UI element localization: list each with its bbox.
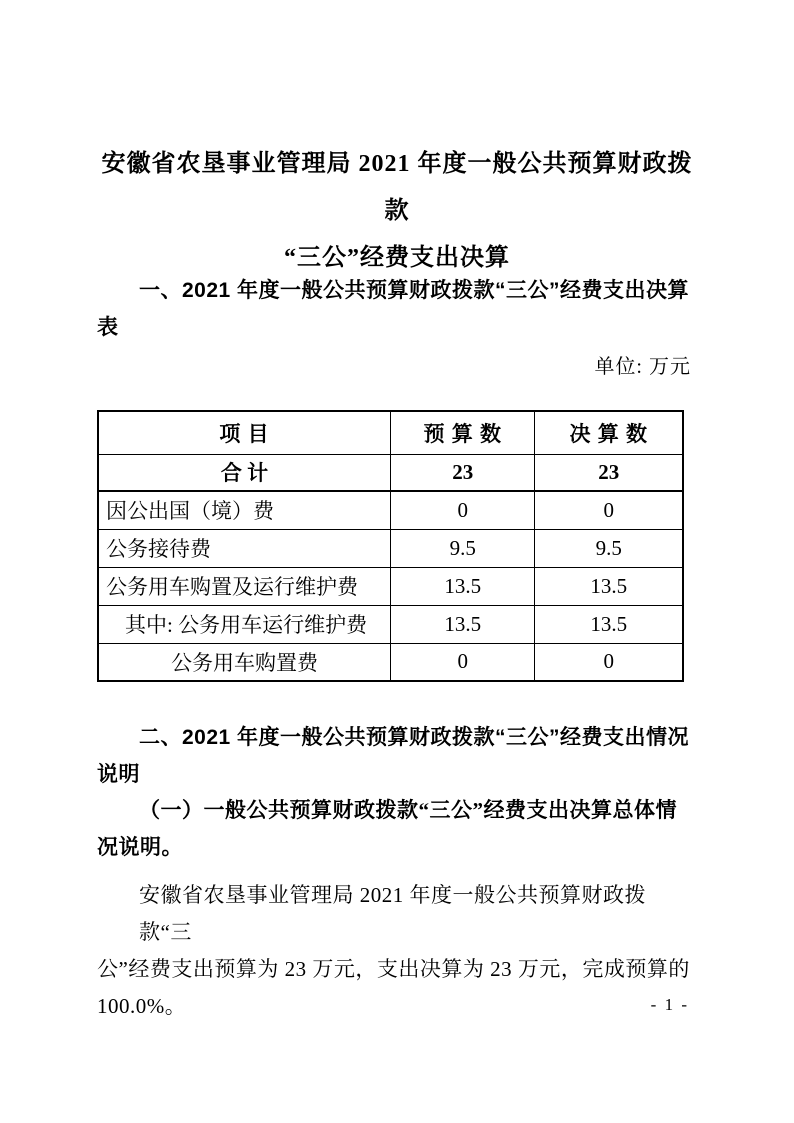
table-row-vehicle-operation bbox=[98, 605, 683, 643]
row-reception-final-value: 9.5 bbox=[535, 529, 683, 567]
row-vehicle-operation-budget-value: 13.5 bbox=[391, 605, 535, 643]
doc-title-line-1: 安徽省农垦事业管理局 2021 年度一般公共预算财政拨款 bbox=[101, 151, 693, 224]
row-vehicle-total-final-value: 13.5 bbox=[535, 567, 683, 605]
row-total-final-value: 23 bbox=[535, 454, 683, 491]
row-label-total: 合 计 bbox=[98, 454, 391, 491]
row-label-reception: 公务接待费 bbox=[98, 529, 391, 567]
table-row-reception bbox=[98, 529, 683, 567]
column-header-item: 项 目 bbox=[98, 411, 391, 454]
expense-table bbox=[97, 410, 684, 682]
page-number: - 1 - bbox=[650, 995, 689, 1014]
body-paragraph-line-1: 安徽省农垦事业管理局 2021 年度一般公共预算财政拨款“三 bbox=[139, 883, 646, 944]
body-paragraph-line-2: 公”经费支出预算为 23 万元，支出决算为 23 万元，完成预算的 bbox=[97, 957, 690, 981]
table-row-abroad bbox=[98, 491, 683, 529]
row-vehicle-operation-final-value: 13.5 bbox=[535, 605, 683, 643]
table-header-row bbox=[98, 411, 683, 454]
row-label-vehicle-purchase: 公务用车购置费 bbox=[98, 643, 391, 681]
doc-title bbox=[97, 141, 697, 282]
row-total-budget-value: 23 bbox=[391, 454, 535, 491]
section-2-heading bbox=[97, 719, 697, 793]
table-unit-label: 单位: 万元 bbox=[594, 356, 691, 378]
row-vehicle-purchase-budget-value: 0 bbox=[391, 643, 535, 681]
section-2-heading-line-1: 二、2021 年度一般公共预算财政拨款“三公”经费支出情况 bbox=[139, 726, 690, 749]
row-label-abroad: 因公出国（境）费 bbox=[98, 491, 391, 529]
table-row-vehicle-total bbox=[98, 567, 683, 605]
section-1-heading-line-2: 表 bbox=[97, 316, 119, 339]
column-header-final: 决 算 数 bbox=[535, 411, 683, 454]
row-reception-budget-value: 9.5 bbox=[391, 529, 535, 567]
column-header-budget: 预 算 数 bbox=[391, 411, 535, 454]
section-2-heading-line-2: 说明 bbox=[97, 763, 140, 786]
row-abroad-final-value: 0 bbox=[535, 491, 683, 529]
table-row-vehicle-purchase bbox=[98, 643, 683, 681]
body-paragraph-line-3: 100.0%。 bbox=[97, 994, 187, 1018]
doc-title-line-2: “三公”经费支出决算 bbox=[284, 245, 510, 271]
subsection-1-heading-line-1: （一）一般公共预算财政拨款“三公”经费支出决算总体情 bbox=[139, 798, 677, 822]
section-1-heading bbox=[97, 272, 697, 346]
row-abroad-budget-value: 0 bbox=[391, 491, 535, 529]
row-label-vehicle-operation: 其中: 公务用车运行维护费 bbox=[98, 605, 391, 643]
row-vehicle-purchase-final-value: 0 bbox=[535, 643, 683, 681]
subsection-1-heading-line-2: 况说明。 bbox=[97, 835, 183, 859]
subsection-1-heading bbox=[97, 792, 697, 866]
row-vehicle-total-budget-value: 13.5 bbox=[391, 567, 535, 605]
section-1-heading-line-1: 一、2021 年度一般公共预算财政拨款“三公”经费支出决算 bbox=[139, 279, 690, 302]
row-label-vehicle-total: 公务用车购置及运行维护费 bbox=[98, 567, 391, 605]
table-row-total bbox=[98, 454, 683, 491]
